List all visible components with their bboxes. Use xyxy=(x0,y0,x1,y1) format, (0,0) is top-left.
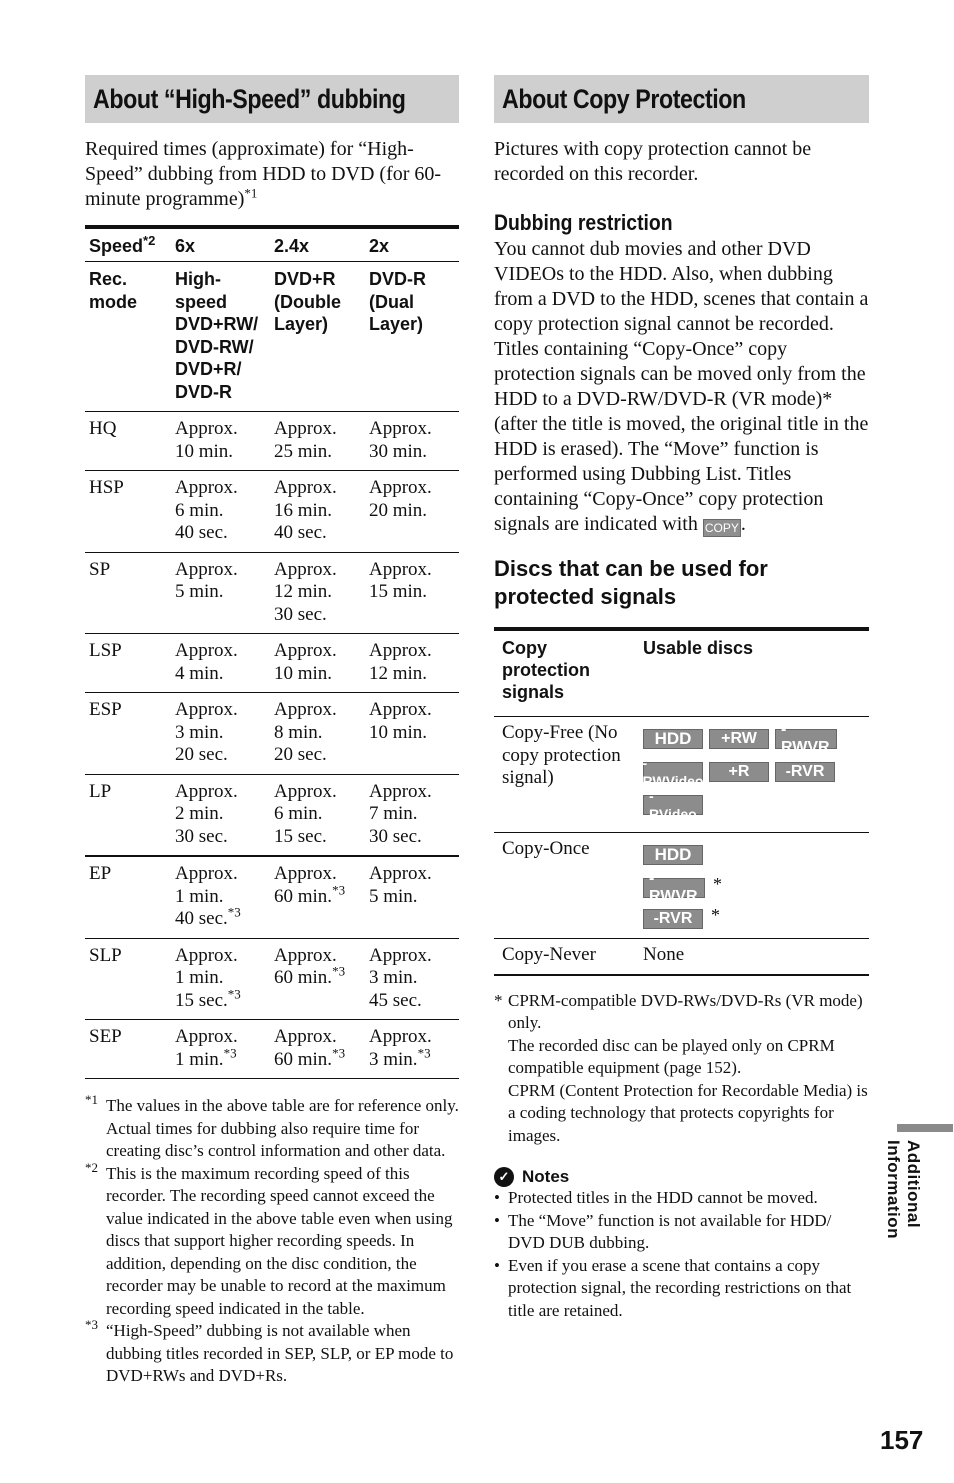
plus-rw-disc-icon: +RW xyxy=(709,729,769,749)
plus-r-disc-icon: +R xyxy=(709,762,769,782)
time-2x-cell: Approx. 20 min. xyxy=(365,471,459,553)
protection-signals-header: Copy protection signals xyxy=(494,629,635,717)
protection-discs-table xyxy=(494,627,869,976)
note-item: • Protected titles in the HDD cannot be moved. xyxy=(494,1187,869,1210)
time-6x-cell: Approx. 1 min. 15 sec.$^{*3}$ xyxy=(171,938,270,1020)
time-2x-cell: Approx. 12 min. xyxy=(365,634,459,693)
speed-footnotes xyxy=(85,1092,459,1388)
time-2x-cell: Approx. 30 min. xyxy=(365,412,459,471)
table-row xyxy=(85,552,459,634)
time-6x-cell: Approx. 1 min. 40 sec.$^{*3}$ xyxy=(171,856,270,938)
copy-once-icon: COPY xyxy=(704,521,739,535)
table-row xyxy=(85,634,459,693)
usable-discs-header: Usable discs xyxy=(635,629,869,717)
time-6x-cell: Approx. 5 min. xyxy=(171,552,270,634)
time-2-4x-cell: Approx. 12 min. 30 sec. xyxy=(270,552,365,634)
rec-mode-2-4x: DVD+R (Double Layer) xyxy=(270,262,365,412)
time-2-4x-cell: Approx. 60 min.$^{*3}$ xyxy=(270,938,365,1020)
rec-mode-2x: DVD-R (Dual Layer) xyxy=(365,262,459,412)
time-6x-cell: Approx. 6 min. 40 sec. xyxy=(171,471,270,553)
rec-mode-cell: ESP xyxy=(85,693,171,775)
table-row xyxy=(85,1020,459,1079)
rec-mode-cell: HQ xyxy=(85,412,171,471)
dubbing-restriction-heading: Dubbing restriction xyxy=(494,210,673,235)
cprm-star-mark: * xyxy=(711,905,720,925)
protection-header-row xyxy=(494,629,869,717)
cprm-note: * CPRM-compatible DVD-RWs/DVD-Rs (VR mode) only. The recorded disc can be played only on CPRM compatible equipment (page 152). CPRM (Content Protection for Recordable Media) is a coding technology that protects copyrights for images. xyxy=(494,990,868,1145)
minus-r-vr-disc-icon: -RVR xyxy=(775,762,835,782)
rec-mode-cell: SP xyxy=(85,552,171,634)
time-2-4x-cell: Approx. 10 min. xyxy=(270,634,365,693)
copy-once-discs xyxy=(635,833,869,939)
section-tab-marker xyxy=(897,1124,953,1132)
minus-rw-vr-disc-icon: -RWVR xyxy=(643,878,705,898)
rec-mode-row xyxy=(85,262,459,412)
time-2-4x-cell: Approx. 8 min. 20 sec. xyxy=(270,693,365,775)
right-column xyxy=(494,75,869,1322)
minus-rw-vr-disc-icon: -RWVR xyxy=(775,729,837,749)
time-2-4x-cell: Approx. 16 min. 40 sec. xyxy=(270,471,365,553)
time-2x-cell: Approx. 15 min. xyxy=(365,552,459,634)
rec-mode-cell: HSP xyxy=(85,471,171,553)
time-6x-cell: Approx. 1 min.$^{*3}$ xyxy=(171,1020,270,1079)
footnote-2: *2 This is the maximum recording speed of this recorder. The recording speed cannot exceed the value indicated in the above table even when using discs that support higher recording speeds. In addition, depending on the disc condition, the recorder may be unable to record at the maximum recording speed indicated in the table. xyxy=(85,1159,453,1318)
time-2-4x-cell: Approx. 25 min. xyxy=(270,412,365,471)
time-6x-cell: Approx. 10 min. xyxy=(171,412,270,471)
time-2-4x-cell: Approx. 60 min.$^{*3}$ xyxy=(270,1020,365,1079)
table-row xyxy=(85,693,459,775)
section-side-label: Additional Information xyxy=(884,1140,923,1239)
time-2-4x-cell: Approx. 6 min. 15 sec. xyxy=(270,774,365,856)
copy-protection-heading: About Copy Protection xyxy=(494,75,869,123)
cprm-star-mark: * xyxy=(713,874,722,894)
footnote-1: *1 The values in the above table are for reference only. Actual times for dubbing also require time for creating disc’s control information and other data. xyxy=(85,1092,459,1160)
table-header-row xyxy=(85,227,459,262)
minus-r-vr-disc-icon: -RVR xyxy=(643,909,703,929)
dubbing-restriction-text: You cannot dub movies and other DVD VIDEOs to the HDD. Also, when dubbing from a DVD to the HDD, scenes that contain a copy protection signal cannot be recorded. Titles containing “Copy-Once” copy protection signals can be moved only from the HDD to a DVD-RW/DVD-R (VR mode)* (after the title is moved, the original title in the HDD is erased). The “Move” function is performed using Dubbing List. Titles containing “Copy-Once” copy protection signals are indicated with COPY . xyxy=(494,238,869,535)
rec-mode-6x: High- speed DVD+RW/ DVD-RW/ DVD+R/ DVD-R xyxy=(171,262,270,412)
time-6x-cell: Approx. 3 min. 20 sec. xyxy=(171,693,270,775)
time-2x-cell: Approx. 3 min.$^{*3}$ xyxy=(365,1020,459,1079)
notes-icon: ✓ xyxy=(494,1167,514,1187)
copy-free-label: Copy-Free (No copy protection signal) xyxy=(494,717,635,833)
rec-mode-cell: LP xyxy=(85,774,171,856)
copy-protection-intro: Pictures with copy protection cannot be recorded on this recorder. xyxy=(494,138,812,185)
page-number: 157 xyxy=(880,1425,924,1455)
minus-r-video-disc-icon: -RVideo xyxy=(643,795,703,815)
speed-2-4x-header: 2.4x xyxy=(270,227,365,262)
rec-mode-cell: SLP xyxy=(85,938,171,1020)
table-row xyxy=(85,774,459,856)
copy-never-row xyxy=(494,939,869,975)
left-column xyxy=(85,75,459,1388)
table-row xyxy=(85,938,459,1020)
note-item: • Even if you erase a scene that contains a copy protection signal, the recording restrictions on that title are retained. xyxy=(494,1255,869,1323)
time-2-4x-cell: Approx. 60 min.$^{*3}$ xyxy=(270,856,365,938)
time-2x-cell: Approx. 3 min. 45 sec. xyxy=(365,938,459,1020)
time-6x-cell: Approx. 4 min. xyxy=(171,634,270,693)
copy-never-value: None xyxy=(635,939,869,975)
table-row xyxy=(85,471,459,553)
speed-header: Speed$^{*2}$ xyxy=(85,227,171,262)
hdd-disc-icon: HDD xyxy=(643,729,703,749)
high-speed-dubbing-heading: About “High-Speed” dubbing xyxy=(85,75,459,123)
rec-mode-cell: EP xyxy=(85,856,171,938)
rec-mode-label: Rec. mode xyxy=(85,262,171,412)
footnote-3: *3 “High-Speed” dubbing is not available when dubbing titles recorded in SEP, SLP, or EP mode to DVD+RWs and DVD+Rs. xyxy=(85,1317,454,1385)
rec-mode-cell: LSP xyxy=(85,634,171,693)
copy-once-label: Copy-Once xyxy=(494,833,635,939)
time-2x-cell: Approx. 5 min. xyxy=(365,856,459,938)
table-row xyxy=(85,856,459,938)
time-6x-cell: Approx. 2 min. 30 sec. xyxy=(171,774,270,856)
minus-rw-video-disc-icon: -RWVideo xyxy=(642,755,704,789)
speed-6x-header: 6x xyxy=(171,227,270,262)
time-2x-cell: Approx. 7 min. 30 sec. xyxy=(365,774,459,856)
note-item: • The “Move” function is not available for HDD/ DVD DUB dubbing. xyxy=(494,1210,869,1255)
copy-never-label: Copy-Never xyxy=(494,939,635,975)
speed-2x-header: 2x xyxy=(365,227,459,262)
high-speed-intro: Required times (approximate) for “High-Speed” dubbing from HDD to DVD (for 60-minute programme)$^{*1}$ xyxy=(85,138,442,210)
notes-heading: ✓ Notes xyxy=(494,1167,869,1187)
dubbing-speed-table xyxy=(85,225,459,1079)
copy-once-row xyxy=(494,833,869,939)
table-row xyxy=(85,412,459,471)
time-2x-cell: Approx. 10 min. xyxy=(365,693,459,775)
copy-free-row xyxy=(494,717,869,833)
copy-free-discs xyxy=(635,717,869,833)
protected-discs-heading: Discs that can be used for protected signals xyxy=(494,556,768,609)
hdd-disc-icon: HDD xyxy=(643,845,703,865)
rec-mode-cell: SEP xyxy=(85,1020,171,1079)
notes-list xyxy=(494,1187,869,1322)
